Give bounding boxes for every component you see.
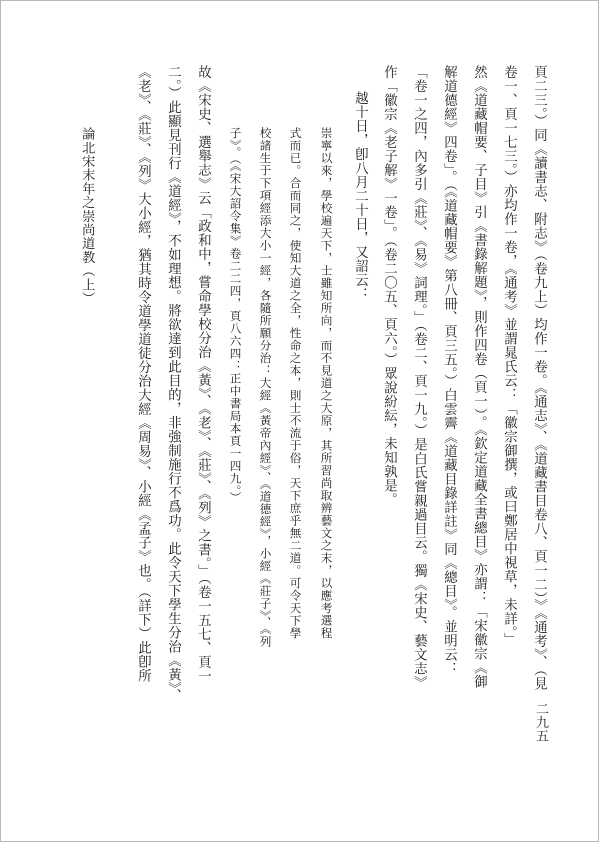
running-head: 論北宋末年之崇尚道教（上） bbox=[79, 127, 95, 306]
quote-column: 崇寧以來，學校遍天下，士雖知所向，而不見道之大原，其所習尚取辨藝文之末，以應考選程 bbox=[319, 127, 334, 640]
body-column: 作「徽宗《老子解》一卷」。（卷二〇五、頁六。）眾說紛紜，未知孰是。 bbox=[381, 65, 397, 507]
body-column: 然《道藏帽要、子目》引《書錄解題》，則作四卷（頁一）。《欽定道藏全書總目》亦謂：「宋徽宗《御 bbox=[471, 65, 487, 689]
body-column: 二。）此顯見刊行《道經》，不如理想。將欲達到此目的，非強制施行不爲功。此令天下學生分治《黃》、 bbox=[165, 65, 181, 703]
body-column: 卷一、頁一七三。）亦均作一卷，《通考》並謂晁氏云：「徽宗御撰，或曰鄭居中視草，未詳。」 bbox=[501, 65, 517, 647]
page-number: 二九五 bbox=[533, 702, 548, 743]
body-column: 《老》、《莊》、《列》大小經，猶其時令道學道徒分治大經《周易》、小經《孟子》也。（詳下）此卽所 bbox=[135, 65, 151, 683]
body-column: 「卷一之四，內多引《莊》、《易》詞理。」（卷二、頁一九。）是白氏嘗親過目云。獨《宋史、藝文志》 bbox=[411, 65, 427, 690]
body-column: 越十日，卽八月二十日，又詔云： bbox=[352, 91, 368, 301]
body-column: 頁二三。）同《讀書志、附志》（卷九上）均作一卷。《通志》、《道藏書目卷八、頁一二）》《通考》、（見 bbox=[531, 65, 547, 691]
quote-column: 式而已。合而同之，使知大道之全，性命之本，則士不流于俗，天下庶乎無二道。可令天下學 bbox=[288, 127, 303, 640]
body-column: 故《宋史、選舉志》云「政和中，嘗命學校分治《黃》、《老》、《莊》、《列》之書。」（卷一五七、頁一 bbox=[195, 65, 211, 684]
body-column: 解道德經》四卷」。（《道藏帽要》第八冊、頁三五。）白雲霽《道藏目錄詳註》同《總目》。並明云： bbox=[441, 65, 457, 676]
quote-column: 子》。（《宋大詔令集》卷二二四，頁八六四：正中書局本頁一四九。） bbox=[228, 127, 243, 504]
quote-column: 校諸生于下項經添大小一經，各隨所願分治：大經《黃帝內經》、《道德經》，小經《莊子》、《列 bbox=[258, 127, 273, 648]
